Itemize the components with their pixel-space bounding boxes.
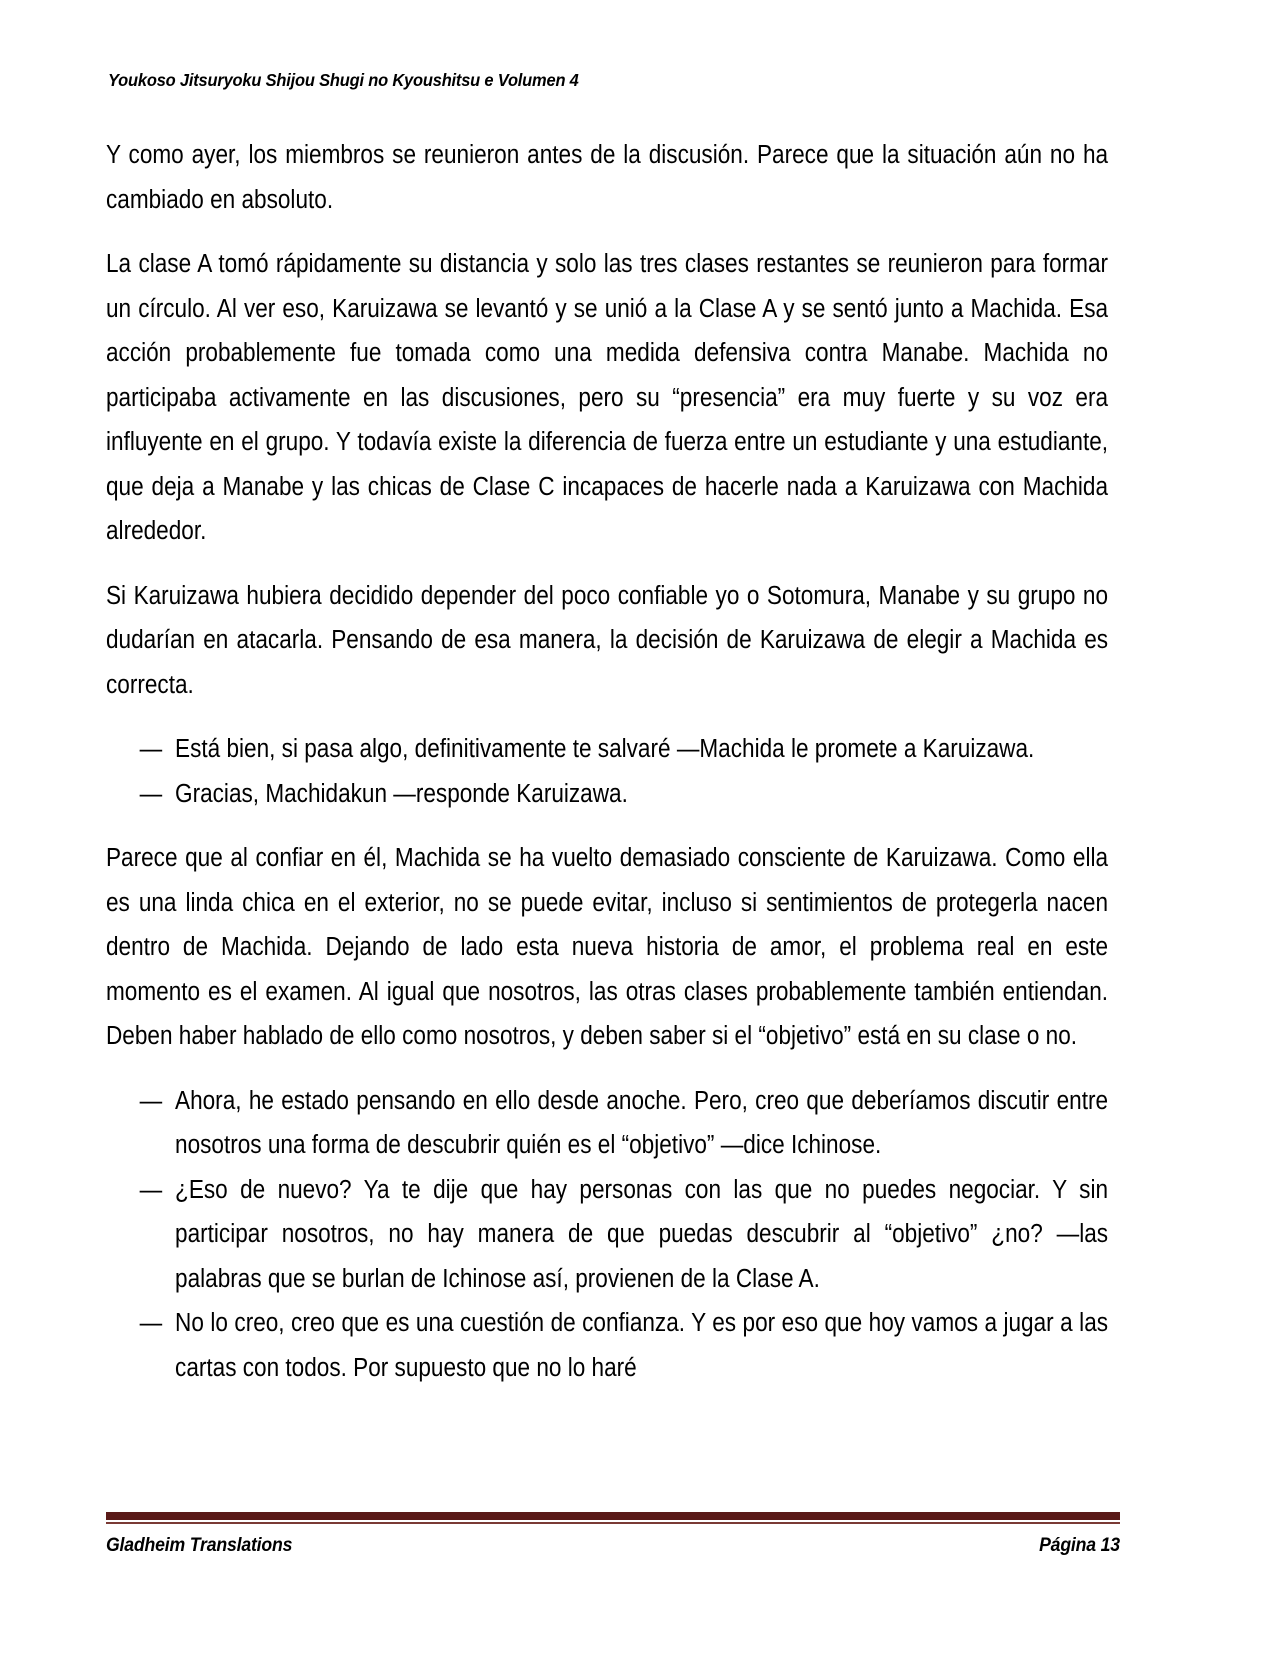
book-title: Youkoso Jitsuryoku Shijou Shugi no Kyoushitsu e Volumen 4: [108, 70, 579, 90]
dialogue-text: Ahora, he estado pensando en ello desde anoche. Pero, creo que deberíamos discutir entre nosotros una forma de descubrir quién es el “objetivo” —dice Ichinose.: [175, 1086, 1109, 1159]
em-dash-marker: —: [139, 1175, 163, 1204]
em-dash-marker: —: [139, 779, 163, 808]
em-dash-marker: —: [139, 735, 163, 763]
translator-credit: Gladheim Translations: [106, 1535, 293, 1556]
body-text-column: [106, 133, 1108, 1410]
dialogue-line: [106, 1079, 1108, 1168]
dialogue-line: [106, 772, 1108, 817]
footer-row: [106, 1535, 1120, 1557]
paragraph: La clase A tomó rápidamente su distancia y solo las tres clases restantes se reunieron para formar un círculo. Al ver eso, Karuizawa se levantó y se unió a la Clase A y se sentó junto a Machida. Esa acción probablemente fue tomada como una medida defensiva contra Manabe. Machida no participaba activamente en las discusiones, pero su “presencia” era muy fuerte y su voz era influyente en el grupo. Y todavía existe la diferencia de fuerza entre un estudiante y una estudiante, que deja a Manabe y las chicas de Clase C incapaces de hacerle nada a Karuizawa con Machida alrededor.: [106, 250, 1109, 545]
dialogue-line: [106, 727, 1108, 772]
footer-rule-thin: [106, 1522, 1120, 1524]
paragraph: Si Karuizawa hubiera decidido depender del poco confiable yo o Sotomura, Manabe y su grupo no dudarían en atacarla. Pensando de esa manera, la decisión de Karuizawa de elegir a Machida es correcta.: [106, 581, 1109, 699]
dialogue-line: [106, 1168, 1108, 1302]
dialogue-block: [106, 1079, 1108, 1391]
dialogue-text: ¿Eso de nuevo? Ya te dije que hay personas con las que no puedes negociar. Y sin participar nosotros, no hay manera de que puedas descubrir al “objetivo” ¿no? —las palabras que se burlan de Ichinose así, provienen de la Clase A.: [175, 1175, 1109, 1293]
running-header: [108, 70, 1118, 91]
em-dash-marker: —: [139, 1086, 163, 1115]
dialogue-text: No lo creo, creo que es una cuestión de confianza. Y es por eso que hoy vamos a jugar a las cartas con todos. Por supuesto que no lo haré: [175, 1309, 1109, 1382]
page-number: Página 13: [1039, 1535, 1120, 1556]
paragraph: Parece que al confiar en él, Machida se ha vuelto demasiado consciente de Karuizawa. Como ella es una linda chica en el exterior, no se puede evitar, incluso si sentimientos de protegerla nacen dentro de Machida. Dejando de lado esta nueva historia de amor, el problema real en este momento es el examen. Al igual que nosotros, las otras clases probablemente también entiendan. Deben haber hablado de ello como nosotros, y deben saber si el “objetivo” está en su clase o no.: [106, 844, 1109, 1050]
running-footer: [106, 1512, 1120, 1557]
footer-rule-thick: [106, 1512, 1120, 1520]
dialogue-line: [106, 1301, 1108, 1390]
em-dash-marker: —: [139, 1309, 163, 1337]
paragraph: Y como ayer, los miembros se reunieron antes de la discusión. Parece que la situación aún no ha cambiado en absoluto.: [106, 141, 1109, 214]
dialogue-block: [106, 727, 1108, 816]
dialogue-text: Está bien, si pasa algo, definitivamente te salvaré —Machida le promete a Karuizawa.: [175, 735, 1035, 763]
dialogue-text: Gracias, Machidakun —responde Karuizawa.: [175, 779, 628, 808]
